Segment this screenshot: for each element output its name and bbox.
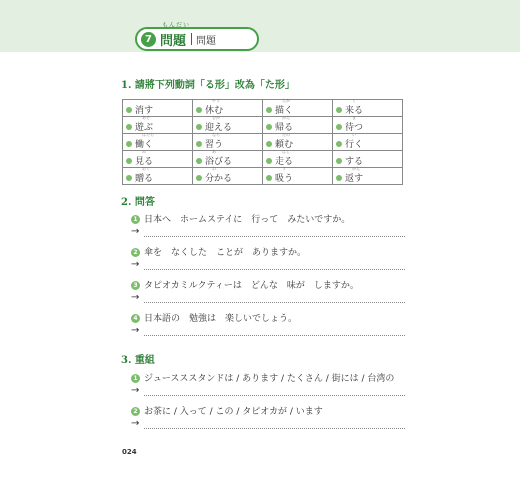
verb-cell bbox=[333, 100, 403, 117]
bullet-icon bbox=[196, 175, 202, 181]
verb-text: 遊ぶ bbox=[135, 123, 154, 133]
bullet-icon bbox=[336, 124, 342, 130]
question-text: ジュースススタンドは / あります / たくさん / 街には / 台湾の bbox=[144, 374, 395, 384]
verb-cell bbox=[123, 134, 193, 151]
question-1 bbox=[131, 212, 350, 225]
question-number: 1 bbox=[131, 374, 140, 383]
bullet-icon bbox=[266, 158, 272, 164]
verb-cell bbox=[263, 168, 333, 185]
answer-line-4[interactable] bbox=[144, 335, 405, 336]
verb-text: 働く bbox=[135, 140, 154, 150]
section-subtitle: 問題 bbox=[196, 36, 216, 47]
verb-text: 帰る bbox=[275, 123, 294, 133]
verb-row bbox=[123, 117, 403, 134]
section3-heading: 3. 重組 bbox=[121, 355, 155, 366]
bullet-icon bbox=[126, 158, 132, 164]
question-text: 日本語の 勉強は 楽しいでしょう。 bbox=[144, 314, 298, 324]
verb-cell bbox=[263, 117, 333, 134]
question-number: 3 bbox=[131, 281, 140, 290]
verb-text: 待つ bbox=[345, 123, 364, 133]
reorder-2 bbox=[131, 404, 323, 417]
verb-ruby: す bbox=[282, 166, 286, 171]
bullet-icon bbox=[126, 107, 132, 113]
verb-text: 来る bbox=[345, 106, 364, 116]
verb-text: 分かる bbox=[205, 174, 233, 184]
verb-ruby: やす bbox=[212, 98, 220, 103]
verb-cell bbox=[123, 168, 193, 185]
verb-row bbox=[123, 100, 403, 117]
question-number: 2 bbox=[131, 407, 140, 416]
answer-line-5[interactable] bbox=[144, 395, 405, 396]
verb-ruby: かえ bbox=[282, 115, 290, 120]
verb-cell bbox=[333, 117, 403, 134]
verb-ruby: ま bbox=[352, 115, 356, 120]
verb-ruby: たの bbox=[282, 132, 290, 137]
verb-table bbox=[122, 99, 403, 185]
question-4 bbox=[131, 311, 297, 324]
question-3 bbox=[131, 278, 359, 291]
verb-text: 見る bbox=[135, 157, 154, 167]
question-text: お茶に / 入って / この / タピオカが / います bbox=[144, 407, 323, 417]
verb-cell bbox=[263, 134, 333, 151]
bullet-icon bbox=[196, 107, 202, 113]
verb-ruby: おく bbox=[142, 166, 150, 171]
verb-row bbox=[123, 151, 403, 168]
title-divider bbox=[191, 33, 192, 45]
section-number: 7 bbox=[141, 32, 156, 47]
verb-ruby: えが bbox=[282, 98, 290, 103]
bullet-icon bbox=[126, 124, 132, 130]
answer-line-2[interactable] bbox=[144, 269, 405, 270]
section2-heading: 2. 問答 bbox=[121, 197, 155, 208]
verb-cell bbox=[263, 100, 333, 117]
answer-line-3[interactable] bbox=[144, 302, 405, 303]
verb-text: 走る bbox=[275, 157, 294, 167]
reorder-1 bbox=[131, 371, 394, 384]
verb-text: 吸う bbox=[275, 174, 294, 184]
bullet-icon bbox=[266, 124, 272, 130]
verb-text: 休む bbox=[205, 106, 224, 116]
verb-ruby: はたら bbox=[142, 132, 154, 137]
answer-arrow: → bbox=[131, 325, 140, 336]
verb-ruby: い bbox=[352, 132, 356, 137]
question-number: 1 bbox=[131, 215, 140, 224]
header-band bbox=[0, 0, 520, 52]
verb-row bbox=[123, 168, 403, 185]
bullet-icon bbox=[266, 141, 272, 147]
verb-text: 浴びる bbox=[205, 157, 233, 167]
verb-text: 行く bbox=[345, 140, 364, 150]
answer-arrow: → bbox=[131, 418, 140, 429]
verb-cell bbox=[263, 151, 333, 168]
bullet-icon bbox=[126, 175, 132, 181]
verb-cell bbox=[333, 168, 403, 185]
page-number: 024 bbox=[122, 448, 137, 456]
bullet-icon bbox=[196, 124, 202, 130]
question-2 bbox=[131, 245, 306, 258]
question-number: 2 bbox=[131, 248, 140, 257]
section-tab bbox=[135, 22, 259, 51]
verb-ruby: むか bbox=[212, 115, 220, 120]
verb-ruby: はし bbox=[282, 149, 290, 154]
bullet-icon bbox=[266, 107, 272, 113]
verb-cell bbox=[193, 134, 263, 151]
bullet-icon bbox=[336, 158, 342, 164]
verb-ruby: あ bbox=[212, 149, 216, 154]
verb-cell bbox=[193, 100, 263, 117]
verb-text: 返す bbox=[345, 174, 364, 184]
verb-text: 迎える bbox=[205, 123, 233, 133]
bullet-icon bbox=[336, 175, 342, 181]
answer-line-1[interactable] bbox=[144, 236, 405, 237]
verb-ruby: かえ bbox=[352, 166, 360, 171]
section-title: 問題 bbox=[160, 34, 187, 49]
answer-line-6[interactable] bbox=[144, 428, 405, 429]
verb-row bbox=[123, 134, 403, 151]
title-ruby: もんだい bbox=[162, 22, 191, 29]
verb-text: 頼む bbox=[275, 140, 294, 150]
question-number: 4 bbox=[131, 314, 140, 323]
answer-arrow: → bbox=[131, 259, 140, 270]
verb-text: する bbox=[345, 157, 364, 167]
answer-arrow: → bbox=[131, 385, 140, 396]
verb-ruby: わ bbox=[212, 166, 216, 171]
verb-cell bbox=[123, 117, 193, 134]
bullet-icon bbox=[126, 141, 132, 147]
section1-heading: 1. 請將下列動詞「る形」改為「た形」 bbox=[121, 80, 295, 91]
question-text: 日本へ ホームステイに 行って みたいですか。 bbox=[144, 215, 351, 225]
verb-text: 消す bbox=[135, 106, 154, 116]
verb-cell bbox=[333, 134, 403, 151]
verb-ruby: み bbox=[142, 149, 146, 154]
verb-cell bbox=[193, 168, 263, 185]
bullet-icon bbox=[336, 107, 342, 113]
verb-text: 描く bbox=[275, 106, 294, 116]
verb-text: 贈る bbox=[135, 174, 154, 184]
bullet-icon bbox=[336, 141, 342, 147]
verb-ruby: なら bbox=[212, 132, 220, 137]
answer-arrow: → bbox=[131, 226, 140, 237]
bullet-icon bbox=[196, 141, 202, 147]
verb-cell bbox=[333, 151, 403, 168]
question-text: 傘を なくした ことが ありますか。 bbox=[144, 248, 307, 258]
verb-cell bbox=[123, 100, 193, 117]
verb-cell bbox=[123, 151, 193, 168]
verb-cell bbox=[193, 117, 263, 134]
verb-text: 習う bbox=[205, 140, 224, 150]
verb-ruby: あそ bbox=[142, 115, 150, 120]
verb-cell bbox=[193, 151, 263, 168]
verb-ruby: く bbox=[352, 98, 356, 103]
answer-arrow: → bbox=[131, 292, 140, 303]
question-text: タピオカミルクティーは どんな 味が しますか。 bbox=[144, 281, 359, 291]
bullet-icon bbox=[196, 158, 202, 164]
bullet-icon bbox=[266, 175, 272, 181]
